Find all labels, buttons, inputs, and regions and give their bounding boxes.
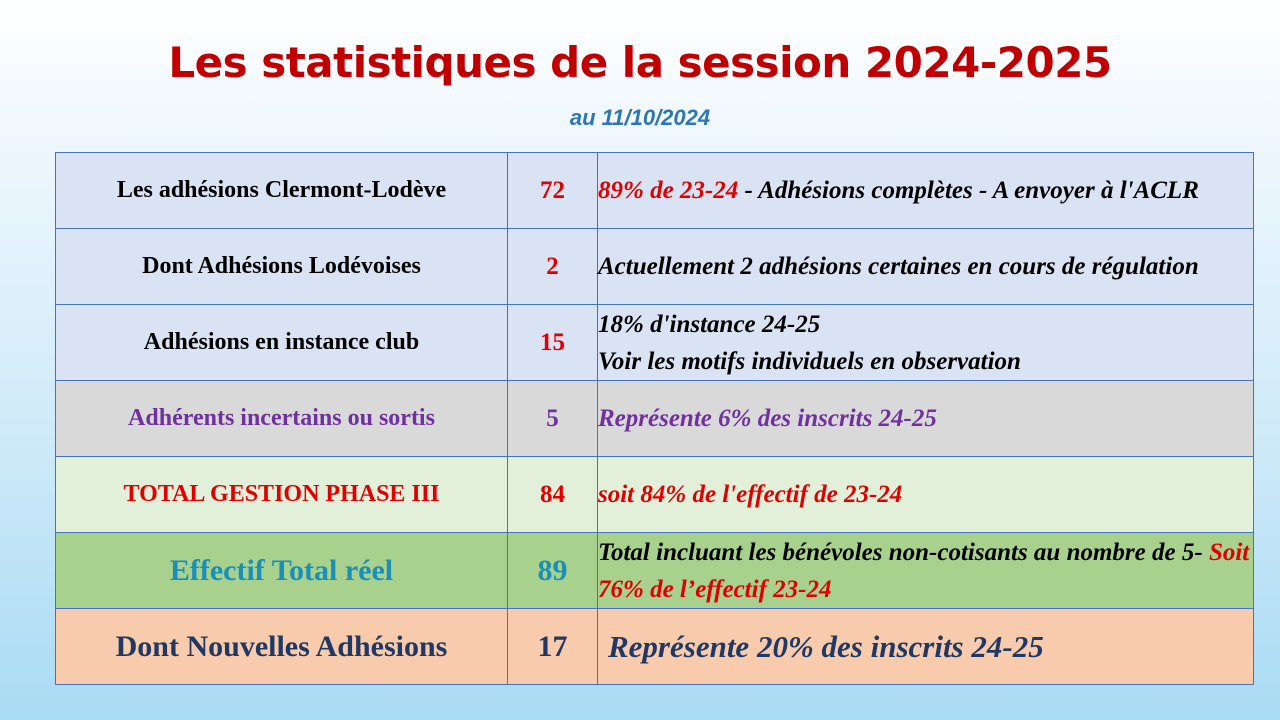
row-value: 72 xyxy=(508,153,598,229)
row-value: 89 xyxy=(508,533,598,609)
row-comment-text: Total incluant les bénévoles non-cotisants au nombre de 5- xyxy=(598,538,1209,566)
table-row xyxy=(56,381,1254,457)
row-value: 84 xyxy=(508,457,598,533)
row-comment: Représente 6% des inscrits 24-25 xyxy=(598,381,1254,457)
row-label: Adhésions en instance club xyxy=(56,305,508,381)
row-comment: soit 84% de l'effectif de 23-24 xyxy=(598,457,1254,533)
row-value: 5 xyxy=(508,381,598,457)
page-title: Les statistiques de la session 2024-2025 xyxy=(168,38,1112,87)
table-row xyxy=(56,609,1254,685)
row-label: Dont Adhésions Lodévoises xyxy=(56,229,508,305)
row-comment-text: - Adhésions complètes - A envoyer à l'ACLR xyxy=(738,177,1199,204)
table-row xyxy=(56,305,1254,381)
table-row xyxy=(56,229,1254,305)
row-comment-highlight: 89% de 23-24 xyxy=(598,177,739,204)
table-row xyxy=(56,533,1254,609)
row-value: 15 xyxy=(508,305,598,381)
row-comment xyxy=(598,305,1254,381)
row-value: 17 xyxy=(508,609,598,685)
row-comment-line: Voir les motifs individuels en observation xyxy=(598,347,1021,375)
table-row xyxy=(56,153,1254,229)
statistics-table xyxy=(55,152,1254,685)
row-comment xyxy=(598,533,1254,609)
row-label: Effectif Total réel xyxy=(56,533,508,609)
row-label: TOTAL GESTION PHASE III xyxy=(56,457,508,533)
row-comment-highlight: Soit 76% de l’effectif 23-24 xyxy=(598,538,1250,603)
row-comment xyxy=(598,153,1254,229)
row-label: Adhérents incertains ou sortis xyxy=(56,381,508,457)
row-value: 2 xyxy=(508,229,598,305)
row-comment: Actuellement 2 adhésions certaines en cours de régulation xyxy=(598,229,1254,305)
row-comment-line: 18% d'instance 24-25 xyxy=(598,310,821,338)
row-comment: Représente 20% des inscrits 24-25 xyxy=(598,609,1254,685)
table-row xyxy=(56,457,1254,533)
row-label: Les adhésions Clermont-Lodève xyxy=(56,153,508,229)
page-subtitle-date: au 11/10/2024 xyxy=(569,105,711,130)
row-label: Dont Nouvelles Adhésions xyxy=(56,609,508,685)
